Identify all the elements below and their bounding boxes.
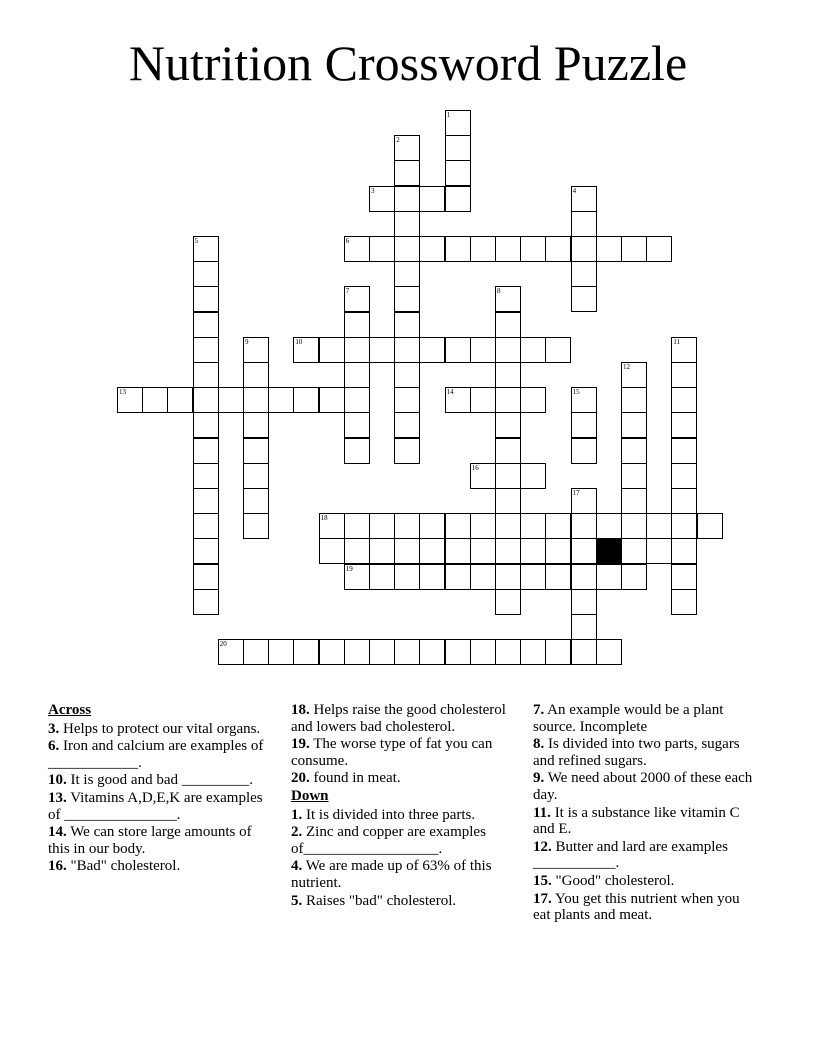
grid-cell[interactable]: [671, 564, 697, 590]
grid-cell[interactable]: [621, 488, 647, 514]
clue-text: Is divided into two parts, sugars and refined sugars.: [533, 736, 740, 769]
grid-cell[interactable]: [445, 135, 471, 161]
grid-cell[interactable]: [445, 337, 471, 363]
grid-cell[interactable]: [344, 286, 370, 312]
across-clues-list: [48, 721, 273, 875]
grid-cell[interactable]: [218, 387, 244, 413]
clue-number-label: 7.: [533, 702, 545, 718]
down-clue: [291, 824, 516, 857]
grid-cell[interactable]: [445, 236, 471, 262]
clue-text: It is divided into three parts.: [302, 806, 476, 823]
grid-cell[interactable]: [571, 211, 597, 237]
grid-cell[interactable]: [470, 463, 496, 489]
down-clue: [533, 736, 758, 769]
grid-cell[interactable]: [571, 412, 597, 438]
grid-cell[interactable]: [319, 538, 345, 564]
clue-number-label: 17.: [533, 890, 552, 907]
clue-number-label: 16.: [48, 858, 67, 875]
grid-cell[interactable]: [445, 639, 471, 665]
grid-cell[interactable]: [520, 236, 546, 262]
grid-cell[interactable]: [193, 362, 219, 388]
grid-cell[interactable]: [344, 387, 370, 413]
grid-cell[interactable]: [293, 639, 319, 665]
clue-number-label: 4.: [291, 858, 303, 875]
grid-cell[interactable]: [671, 438, 697, 464]
page-title: Nutrition Crossword Puzzle: [128, 35, 688, 91]
clue-text: We are made up of 63% of this nutrient.: [291, 858, 492, 891]
clue-number: 10: [295, 337, 303, 346]
across-clue: [48, 721, 273, 738]
clue-text: Helps raise the good cholesterol and lowers bad cholesterol.: [291, 702, 506, 735]
grid-cell[interactable]: [495, 463, 521, 489]
grid-cell[interactable]: [394, 160, 420, 186]
grid-cell[interactable]: [571, 564, 597, 590]
across-clue: [48, 790, 273, 823]
grid-cell[interactable]: [193, 236, 219, 262]
grid-cell[interactable]: [344, 438, 370, 464]
grid-cell[interactable]: [571, 488, 597, 514]
grid-cell[interactable]: [117, 387, 143, 413]
grid-cell[interactable]: [445, 564, 471, 590]
grid-cell[interactable]: [293, 337, 319, 363]
grid-cell[interactable]: [394, 513, 420, 539]
grid-cell[interactable]: [193, 564, 219, 590]
grid-cell[interactable]: [520, 513, 546, 539]
grid-cell[interactable]: [445, 160, 471, 186]
grid-cell[interactable]: [495, 564, 521, 590]
grid-cell[interactable]: [369, 639, 395, 665]
grid-cell[interactable]: [671, 538, 697, 564]
grid-cell[interactable]: [520, 337, 546, 363]
grid-cell[interactable]: [243, 337, 269, 363]
grid-cell[interactable]: [671, 337, 697, 363]
grid-cell[interactable]: [671, 362, 697, 388]
grid-cell[interactable]: [243, 412, 269, 438]
grid-cell[interactable]: [571, 236, 597, 262]
grid-cell[interactable]: [545, 538, 571, 564]
grid-cell[interactable]: [344, 312, 370, 338]
grid-cell[interactable]: [545, 337, 571, 363]
down-heading: Down: [291, 787, 329, 804]
grid-cell[interactable]: [394, 387, 420, 413]
down-clue: [291, 858, 516, 891]
grid-cell[interactable]: [319, 337, 345, 363]
clues-column-2: [291, 702, 516, 910]
grid-cell[interactable]: [596, 236, 622, 262]
grid-cell[interactable]: [596, 564, 622, 590]
grid-cell[interactable]: [344, 538, 370, 564]
grid-cell[interactable]: [394, 337, 420, 363]
grid-cell[interactable]: [671, 412, 697, 438]
grid-cell[interactable]: [344, 564, 370, 590]
grid-cell[interactable]: [394, 564, 420, 590]
clue-text: Raises "bad" cholesterol.: [302, 892, 457, 909]
grid-cell[interactable]: [193, 488, 219, 514]
grid-cell[interactable]: [445, 110, 471, 136]
grid-cell[interactable]: [571, 639, 597, 665]
grid-cell[interactable]: [344, 412, 370, 438]
clue-number: 11: [673, 337, 681, 346]
grid-cell[interactable]: [193, 286, 219, 312]
clue-number: 5: [194, 237, 199, 245]
grid-cell[interactable]: [495, 387, 521, 413]
grid-cell[interactable]: [621, 438, 647, 464]
grid-cell[interactable]: [243, 513, 269, 539]
clue-number-label: 3.: [48, 720, 60, 737]
down-clue: [533, 702, 758, 735]
grid-cell[interactable]: [445, 513, 471, 539]
clue-text: Butter and lard are examples ___________.: [533, 838, 728, 872]
grid-cell[interactable]: [193, 261, 219, 287]
grid-cell[interactable]: [419, 564, 445, 590]
clue-number-label: 14.: [48, 824, 67, 841]
grid-cell[interactable]: [243, 362, 269, 388]
grid-cell[interactable]: [571, 438, 597, 464]
clue-text: An example would be a plant source. Incomplete: [533, 702, 724, 735]
grid-cell[interactable]: [394, 362, 420, 388]
grid-cell[interactable]: [621, 236, 647, 262]
grid-cell[interactable]: [344, 639, 370, 665]
clue-number-label: 11.: [533, 804, 551, 821]
clue-number: 13: [119, 388, 126, 397]
grid-cell[interactable]: [394, 639, 420, 665]
grid-cell[interactable]: [571, 614, 597, 640]
grid-cell[interactable]: [671, 463, 697, 489]
grid-cell[interactable]: [646, 538, 672, 564]
grid-cell[interactable]: [520, 387, 546, 413]
grid-cell[interactable]: [419, 337, 445, 363]
grid-cell[interactable]: [495, 312, 521, 338]
clue-number-label: 19.: [291, 736, 310, 753]
clue-text: It is good and bad _________.: [66, 772, 253, 789]
across-clue: [48, 738, 273, 771]
across-clue: [48, 772, 273, 789]
down-clues-list-cont: [533, 702, 758, 924]
clue-text: "Bad" cholesterol.: [66, 858, 181, 875]
grid-cell[interactable]: [470, 538, 496, 564]
grid-cell[interactable]: [268, 639, 294, 665]
grid-cell[interactable]: [470, 513, 496, 539]
grid-cell[interactable]: [268, 387, 294, 413]
grid-cell[interactable]: [445, 186, 471, 212]
grid-cell[interactable]: [495, 513, 521, 539]
grid-cell[interactable]: [671, 589, 697, 615]
grid-cell[interactable]: [495, 236, 521, 262]
clue-text: Helps to protect our vital organs.: [59, 720, 261, 737]
down-clue: [533, 873, 758, 890]
clue-number: 17: [572, 489, 580, 497]
across-clue: [291, 736, 516, 769]
clue-number: 12: [623, 363, 630, 371]
grid-cell[interactable]: [545, 236, 571, 262]
clue-number: 18: [320, 514, 328, 523]
clue-number-label: 1.: [291, 806, 303, 823]
grid-cell[interactable]: [394, 438, 420, 464]
grid-cell[interactable]: [571, 286, 597, 312]
clue-text: Iron and calcium are examples of ____________.: [48, 738, 264, 771]
grid-cell[interactable]: [470, 236, 496, 262]
grid-cell[interactable]: [470, 639, 496, 665]
grid-cell[interactable]: [419, 639, 445, 665]
grid-cell[interactable]: [369, 564, 395, 590]
grid-cell[interactable]: [344, 337, 370, 363]
clues-column-1: [48, 702, 273, 876]
grid-cell[interactable]: [394, 236, 420, 262]
clue-number: 14: [446, 388, 454, 397]
grid-cell[interactable]: [520, 538, 546, 564]
clue-number-label: 8.: [533, 736, 545, 753]
grid-cell[interactable]: [621, 538, 647, 564]
grid-cell[interactable]: [369, 513, 395, 539]
clue-number-label: 15.: [533, 872, 552, 889]
grid-cell[interactable]: [596, 639, 622, 665]
across-clues-list-cont: [291, 702, 516, 787]
grid-cell[interactable]: [319, 387, 345, 413]
grid-cell[interactable]: [495, 589, 521, 615]
grid-cell[interactable]: [470, 337, 496, 363]
grid-cell[interactable]: [495, 538, 521, 564]
grid-cell[interactable]: [445, 538, 471, 564]
grid-cell[interactable]: [495, 362, 521, 388]
grid-cell[interactable]: [545, 513, 571, 539]
down-clue: [533, 770, 758, 803]
clue-number-label: 20.: [291, 770, 310, 787]
clue-number: 3: [371, 186, 375, 195]
clue-text: You get this nutrient when you eat plants and meat.: [533, 890, 740, 924]
grid-cell[interactable]: [520, 639, 546, 665]
grid-cell[interactable]: [621, 362, 647, 388]
grid-cell[interactable]: [596, 513, 622, 539]
grid-cell[interactable]: [495, 337, 521, 363]
grid-cell[interactable]: [369, 236, 395, 262]
grid-cell[interactable]: [495, 286, 521, 312]
grid-cell[interactable]: [394, 186, 420, 212]
clue-number-label: 13.: [48, 789, 67, 806]
grid-cell[interactable]: [319, 513, 345, 539]
clue-text: The worse type of fat you can consume.: [291, 736, 493, 769]
clue-number: 8: [497, 287, 501, 296]
grid-cell[interactable]: [495, 438, 521, 464]
grid-cell[interactable]: [193, 387, 219, 413]
down-clue: [291, 807, 516, 824]
grid-cell[interactable]: [571, 538, 597, 564]
grid-cell[interactable]: [495, 412, 521, 438]
across-clue: [291, 702, 516, 735]
grid-cell[interactable]: [571, 513, 597, 539]
grid-cell[interactable]: [621, 513, 647, 539]
grid-cell[interactable]: [193, 513, 219, 539]
grid-cell[interactable]: [445, 387, 471, 413]
grid-cell[interactable]: [419, 186, 445, 212]
grid-cell[interactable]: [193, 337, 219, 363]
grid-cell[interactable]: [646, 236, 672, 262]
grid-cell[interactable]: [193, 463, 219, 489]
clue-number: 19: [345, 564, 353, 573]
clue-number: 16: [471, 463, 479, 472]
down-clue: [533, 839, 758, 872]
grid-cell[interactable]: [394, 412, 420, 438]
clues-column-3: [533, 702, 758, 925]
clue-number: 20: [219, 640, 227, 649]
grid-cell[interactable]: [394, 261, 420, 287]
clue-number-label: 18.: [291, 702, 310, 718]
clue-number-label: 9.: [533, 770, 545, 787]
grid-cell[interactable]: [394, 211, 420, 237]
grid-cell[interactable]: [419, 513, 445, 539]
grid-cell[interactable]: [545, 639, 571, 665]
grid-cell[interactable]: [621, 564, 647, 590]
down-clue: [533, 891, 758, 924]
grid-cell[interactable]: [344, 236, 370, 262]
across-clue: [291, 770, 516, 787]
grid-cell[interactable]: [697, 513, 723, 539]
grid-cell[interactable]: [218, 639, 244, 665]
clue-text: "Good" cholesterol.: [551, 872, 675, 889]
grid-cell[interactable]: [419, 236, 445, 262]
grid-cell[interactable]: [571, 186, 597, 212]
clue-text: We need about 2000 of these each day.: [533, 770, 753, 803]
grid-cell[interactable]: [571, 261, 597, 287]
clue-number-label: 5.: [291, 892, 303, 909]
grid-cell[interactable]: [344, 362, 370, 388]
clue-number-label: 10.: [48, 772, 67, 789]
grid-cell[interactable]: [369, 186, 395, 212]
clue-number: 6: [345, 237, 350, 245]
grid-cell[interactable]: [293, 387, 319, 413]
grid-cell[interactable]: [495, 488, 521, 514]
grid-cell[interactable]: [520, 463, 546, 489]
clue-text: Zinc and copper are examples of__________________.: [291, 824, 486, 857]
grid-cell[interactable]: [369, 337, 395, 363]
grid-cell[interactable]: [671, 488, 697, 514]
grid-cell[interactable]: [571, 387, 597, 413]
grid-cell[interactable]: [243, 387, 269, 413]
grid-cell[interactable]: [671, 513, 697, 539]
grid-cell[interactable]: [243, 463, 269, 489]
grid-cell[interactable]: [419, 538, 445, 564]
clue-number: 15: [572, 388, 580, 397]
across-clue: [48, 824, 273, 857]
grid-cell[interactable]: [621, 387, 647, 413]
grid-cell[interactable]: [621, 412, 647, 438]
across-heading: Across: [48, 702, 92, 718]
grid-cell[interactable]: [646, 513, 672, 539]
clue-text: It is a substance like vitamin C and E.: [533, 804, 740, 838]
down-clues-list: [291, 807, 516, 910]
clue-text: Vitamins A,D,E,K are examples of _______________.: [48, 789, 263, 823]
clue-number-label: 12.: [533, 838, 552, 855]
grid-cell[interactable]: [596, 538, 622, 564]
grid-cell[interactable]: [243, 639, 269, 665]
grid-cell[interactable]: [167, 387, 193, 413]
grid-cell[interactable]: [243, 438, 269, 464]
grid-cell[interactable]: [193, 312, 219, 338]
grid-cell[interactable]: [243, 488, 269, 514]
grid-cell[interactable]: [193, 412, 219, 438]
grid-cell[interactable]: [470, 387, 496, 413]
clue-number: 1: [446, 111, 451, 119]
clue-text: found in meat.: [309, 770, 401, 787]
grid-cell[interactable]: [193, 438, 219, 464]
grid-cell[interactable]: [369, 538, 395, 564]
clue-number: 2: [396, 136, 400, 145]
grid-cell[interactable]: [470, 564, 496, 590]
clue-number: 9: [245, 337, 249, 346]
clue-number-label: 6.: [48, 738, 60, 755]
clue-number: 4: [572, 186, 577, 195]
grid-cell[interactable]: [495, 639, 521, 665]
grid-cell[interactable]: [394, 286, 420, 312]
grid-cell[interactable]: [344, 513, 370, 539]
grid-cell[interactable]: [142, 387, 168, 413]
grid-cell[interactable]: [671, 387, 697, 413]
clue-text: We can store large amounts of this in our body.: [48, 824, 252, 857]
grid-cell[interactable]: [571, 589, 597, 615]
grid-cell[interactable]: [394, 538, 420, 564]
down-clue: [291, 893, 516, 910]
clue-number-label: 2.: [291, 824, 303, 841]
across-clue: [48, 858, 273, 875]
clue-number: 7: [345, 287, 350, 296]
grid-cell[interactable]: [319, 639, 345, 665]
grid-cell[interactable]: [394, 312, 420, 338]
grid-cell[interactable]: [621, 463, 647, 489]
grid-cell[interactable]: [394, 135, 420, 161]
down-clue: [533, 805, 758, 838]
grid-cell[interactable]: [520, 564, 546, 590]
grid-cell[interactable]: [545, 564, 571, 590]
grid-cell[interactable]: [193, 589, 219, 615]
grid-cell[interactable]: [193, 538, 219, 564]
